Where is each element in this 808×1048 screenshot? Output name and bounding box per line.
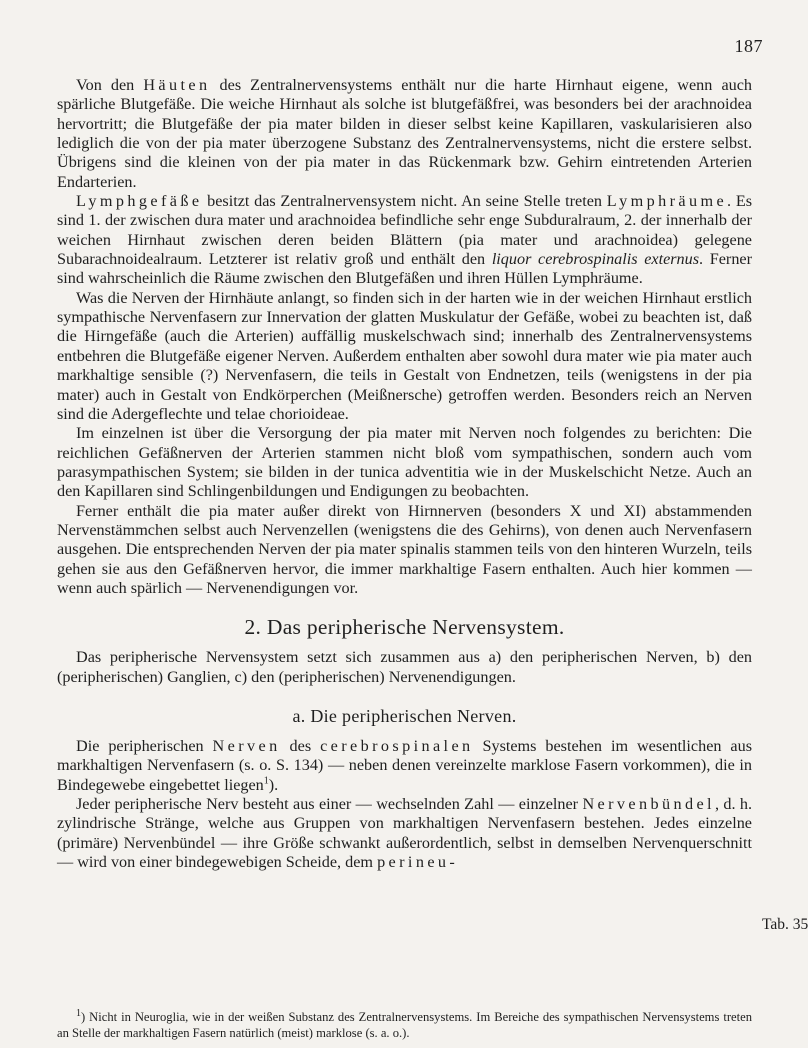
footnote-mark: 1	[76, 1007, 81, 1019]
italic-term-liquor: liquor cerebrospinalis externus	[491, 250, 700, 269]
paragraph-haeute: Von den Häuten des Zentralnervensystems enthält nur die harte Hirnhaut eigene, wenn auch spärliche Blutgefäße. Die weiche Hirnhaut als solche ist blutgefäßfrei, was besonders bei der arachnoidea hervortritt; die Blutgefäße der pia mater bilden in dieser selbst keine Kapillaren, vaskularisieren also lediglich die von der pia mater überzogene Substanz des Zentralnervensystems, nicht die erstere selbst. Übrigens sind die kleinen von der pia mater in das Rückenmark bzw. Gehirn eintretenden Arterien Endarterien.	[57, 76, 752, 191]
spaced-term-perineurium: perineu-	[377, 853, 459, 872]
subsection-heading: a. Die peripherischen Nerven.	[292, 705, 517, 726]
spaced-term-haeuten: Häuten	[143, 76, 211, 94]
paragraph-nervenbuendel: Jeder peripherische Nerv besteht aus einer — wechselnden Zahl — einzelner Nervenbündel, d. h. zylindrische Stränge, welche aus Gruppen von markhaltigen Nervenfasern bestehen. Jedes einzelne (primäre) Nervenbündel — ihre Größe schwankt außerordentlich, selbst in demselben Nervenquerschnitt — wird von einer bindegewebigen Scheide, dem perineu-	[57, 795, 753, 872]
footnote	[57, 1007, 752, 1041]
spaced-term-lymphgefaesse: Lymphgefäße	[76, 192, 203, 211]
footnote-text: ) Nicht in Neuroglia, wie in der weißen Substanz des Zentralnervensystems. Im Bereiche des sympathischen Nervensystems treten an Stelle der markhaltigen Fasern natürlich (meist) marklose (s. a. o.).	[57, 1010, 752, 1040]
section-heading: 2. Das peripherische Nervensystem.	[244, 615, 565, 640]
paragraph-hirnnerven: Ferner enthält die pia mater außer direkt von Hirnnerven (besonders X und XI) abstammenden Nervenstämmchen selbst auch Nervenzellen (wenigstens die des Gehirns), von denen auch Nervenfasern ausgehen. Die entsprechenden Nerven der pia mater spinalis stammen teils von den hinteren Wurzeln, teils gehen sie aus den Gefäßnerven hervor, die immer markhaltige Fasern enthalten. Auch hier kommen — wenn auch spärlich — Nervenendigungen vor.	[57, 501, 752, 597]
paragraph-lymphgefaesse: Lymphgefäße besitzt das Zentralnervensystem nicht. An seine Stelle treten Lymphräume. Es sind 1. der zwischen dura mater und arachnoidea befindliche sehr enge Subduralraum, 2. der innerhalb der weichen Hirnhaut zwischen deren beiden Blättern (pia mater und arachnoidea) gelegene Subarachnoidealraum. Letzterer ist relativ groß und enthält den liquor cerebrospinalis externus. Ferner sind wahrscheinlich die Räume zwischen den Blutgefäßen und ihren Hüllen Lymphräume.	[57, 192, 752, 288]
margin-note-tab: Tab. 35	[762, 916, 808, 933]
spaced-term-cerebrospinalen: cerebrospinalen	[320, 736, 474, 755]
spaced-term-nervenbuendel: Nervenbündel	[582, 795, 715, 813]
paragraph-versorgung-pia: Im einzelnen ist über die Versorgung der pia mater mit Nerven noch folgendes zu berichten: Die reichlichen Gefäßnerven der Arterien stammen nicht bloß vom sympathischen, sondern auch vom parasympathischen System; sie bilden in der tunica adventitia wie in der Muskelschicht Netze. Auch an den Kapillaren sind Schlingenbildungen und Endigungen zu beobachten.	[57, 424, 752, 501]
page-number: 187	[734, 36, 763, 56]
spaced-term-nerven: Nerven	[212, 736, 281, 755]
body-text	[57, 76, 752, 872]
paragraph-intro-peripher: Das peripherische Nervensystem setzt sich zusammen aus a) den peripherischen Nerven, b) den (peripherischen) Ganglien, c) den (peripherischen) Nervenendigungen.	[57, 648, 752, 686]
footnote-ref[interactable]: 1	[263, 775, 269, 787]
paragraph-nerven-hirnhaeute: Was die Nerven der Hirnhäute anlangt, so finden sich in der harten wie in der weichen Hirnhaut erstlich sympathische Nervenfasern zur Innervation der glatten Muskulatur der Gefäße, wobei zu beachten ist, daß die Hirngefäße (auch die Arterien) auffällig muskelschwach sind; innerhalb des Zentralnervensystems entbehren die Blutgefäße eigener Nerven. Außerdem enthalten aber sowohl dura mater wie pia mater auch markhaltige sensible (?) Nervenfasern, die teils in Gestalt von Endnetzen, teils (wenigstens in der pia mater) auch in Gestalt von Endkörperchen (Meißnersche) getroffen werden. Besonders reich an Nerven sind die Adergeflechte und telae chorioideae.	[57, 288, 752, 423]
spaced-term-lymphraeume: Lymphräume	[606, 192, 728, 211]
paragraph-peripher-nerven: Die peripherischen Nerven des cerebrospinalen Systems bestehen im wesentlichen aus markhaltigen Nervenfasern (s. o. S. 134) — neben denen vereinzelte marklose Fasern vorkommen), die in Bindegewebe eingebettet liegen$^1$).	[57, 736, 753, 794]
